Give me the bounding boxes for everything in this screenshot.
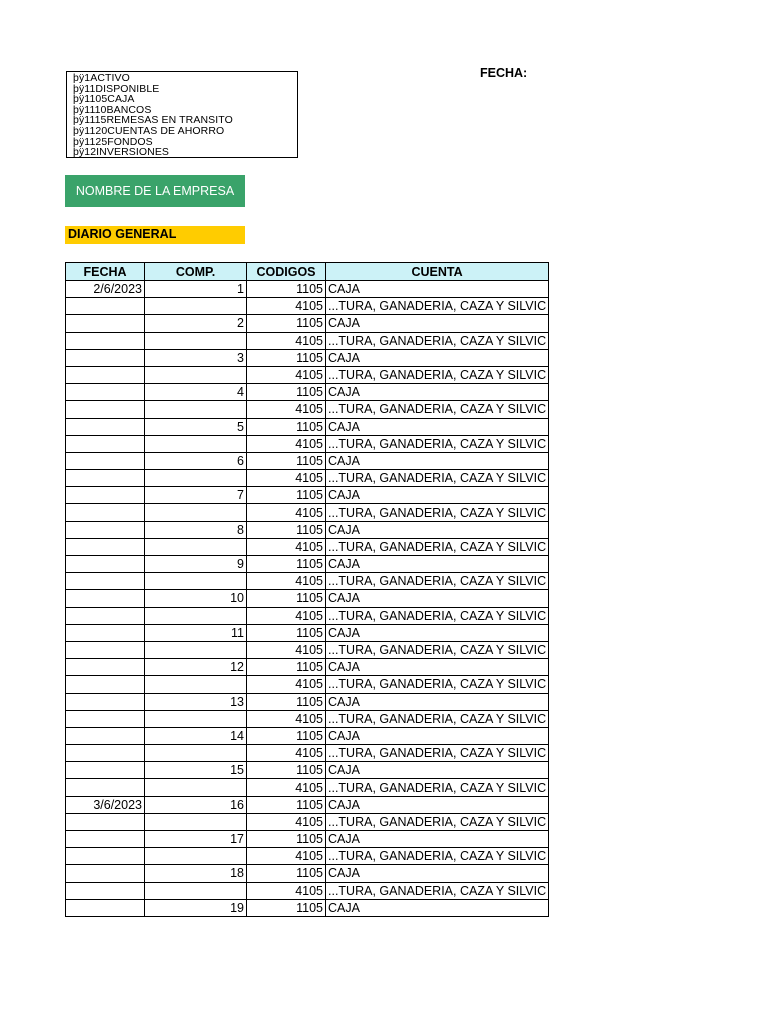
company-name-banner: NOMBRE DE LA EMPRESA <box>65 175 245 207</box>
cell-comp[interactable]: 18 <box>145 865 247 882</box>
cell-cuenta[interactable]: ...TURA, GANADERIA, CAZA Y SILVIC <box>326 573 549 590</box>
cell-cuenta[interactable]: CAJA <box>326 487 549 504</box>
cell-cuenta[interactable]: ...TURA, GANADERIA, CAZA Y SILVIC <box>326 745 549 762</box>
cell-codigo[interactable]: 4105 <box>247 573 326 590</box>
cell-fecha[interactable] <box>66 624 145 641</box>
table-row <box>66 401 549 418</box>
cell-codigo[interactable]: 4105 <box>247 882 326 899</box>
table-row <box>66 607 549 624</box>
cell-comp[interactable] <box>145 470 247 487</box>
cell-cuenta[interactable]: ...TURA, GANADERIA, CAZA Y SILVIC <box>326 504 549 521</box>
cell-comp[interactable]: 15 <box>145 762 247 779</box>
cell-cuenta[interactable]: CAJA <box>326 659 549 676</box>
cell-cuenta[interactable]: ...TURA, GANADERIA, CAZA Y SILVIC <box>326 779 549 796</box>
cell-codigo[interactable]: 4105 <box>247 710 326 727</box>
table-row <box>66 779 549 796</box>
cell-codigo[interactable]: 1105 <box>247 384 326 401</box>
cell-fecha[interactable] <box>66 659 145 676</box>
table-row <box>66 298 549 315</box>
cell-codigo[interactable]: 4105 <box>247 676 326 693</box>
table-row <box>66 796 549 813</box>
table-row <box>66 281 549 298</box>
cell-fecha[interactable] <box>66 745 145 762</box>
account-list-item[interactable]: þÿ1ACTIVO <box>73 72 130 84</box>
account-list-item[interactable]: þÿ1115REMESAS EN TRANSITO <box>73 114 233 127</box>
cell-cuenta[interactable]: CAJA <box>326 556 549 573</box>
table-row <box>66 315 549 332</box>
cell-comp[interactable]: 10 <box>145 590 247 607</box>
table-row <box>66 521 549 538</box>
table-row <box>66 831 549 848</box>
cell-fecha[interactable] <box>66 332 145 349</box>
account-list-item[interactable]: þÿ1125FONDOS <box>73 135 153 148</box>
cell-cuenta[interactable]: ...TURA, GANADERIA, CAZA Y SILVIC <box>326 813 549 830</box>
cell-comp[interactable]: 9 <box>145 556 247 573</box>
cell-comp[interactable]: 19 <box>145 899 247 916</box>
cell-codigo[interactable]: 4105 <box>247 641 326 658</box>
cell-cuenta[interactable]: CAJA <box>326 899 549 916</box>
cell-fecha[interactable]: 3/6/2023 <box>66 796 145 813</box>
table-row <box>66 727 549 744</box>
cell-fecha[interactable] <box>66 676 145 693</box>
cell-comp[interactable] <box>145 882 247 899</box>
column-header-fecha: FECHA <box>66 263 145 281</box>
cell-cuenta[interactable]: ...TURA, GANADERIA, CAZA Y SILVIC <box>326 676 549 693</box>
cell-codigo[interactable]: 1105 <box>247 452 326 469</box>
cell-codigo[interactable]: 1105 <box>247 487 326 504</box>
cell-codigo[interactable]: 1105 <box>247 659 326 676</box>
account-list-item[interactable]: þÿ1120CUENTAS DE AHORRO <box>73 124 225 137</box>
cell-cuenta[interactable]: ...TURA, GANADERIA, CAZA Y SILVIC <box>326 538 549 555</box>
cell-cuenta[interactable]: ...TURA, GANADERIA, CAZA Y SILVIC <box>326 641 549 658</box>
cell-cuenta[interactable]: ...TURA, GANADERIA, CAZA Y SILVIC <box>326 710 549 727</box>
cell-fecha[interactable] <box>66 590 145 607</box>
cell-fecha[interactable] <box>66 693 145 710</box>
table-row <box>66 624 549 641</box>
cell-cuenta[interactable]: CAJA <box>326 865 549 882</box>
table-row <box>66 366 549 383</box>
cell-codigo[interactable]: 1105 <box>247 315 326 332</box>
cell-cuenta[interactable]: ...TURA, GANADERIA, CAZA Y SILVIC <box>326 332 549 349</box>
cell-fecha[interactable] <box>66 384 145 401</box>
cell-cuenta[interactable]: CAJA <box>326 727 549 744</box>
cell-comp[interactable] <box>145 641 247 658</box>
cell-fecha[interactable] <box>66 848 145 865</box>
cell-comp[interactable] <box>145 298 247 315</box>
cell-codigo[interactable]: 1105 <box>247 899 326 916</box>
cell-codigo[interactable]: 4105 <box>247 779 326 796</box>
table-row <box>66 590 549 607</box>
account-list-item[interactable]: þÿ11DISPONIBLE <box>73 82 160 95</box>
cell-fecha[interactable]: 2/6/2023 <box>66 281 145 298</box>
cell-codigo[interactable]: 1105 <box>247 521 326 538</box>
cell-comp[interactable]: 13 <box>145 693 247 710</box>
cell-comp[interactable]: 2 <box>145 315 247 332</box>
cell-fecha[interactable] <box>66 556 145 573</box>
cell-fecha[interactable] <box>66 401 145 418</box>
table-row <box>66 865 549 882</box>
cell-codigo[interactable]: 1105 <box>247 418 326 435</box>
cell-comp[interactable] <box>145 779 247 796</box>
cell-comp[interactable]: 3 <box>145 349 247 366</box>
table-row <box>66 573 549 590</box>
table-row <box>66 435 549 452</box>
table-row <box>66 745 549 762</box>
cell-fecha[interactable] <box>66 298 145 315</box>
cell-comp[interactable] <box>145 504 247 521</box>
cell-fecha[interactable] <box>66 504 145 521</box>
cell-codigo[interactable]: 4105 <box>247 401 326 418</box>
cell-codigo[interactable]: 4105 <box>247 813 326 830</box>
cell-fecha[interactable] <box>66 573 145 590</box>
cell-fecha[interactable] <box>66 521 145 538</box>
table-row <box>66 418 549 435</box>
table-row <box>66 710 549 727</box>
cell-fecha[interactable] <box>66 435 145 452</box>
cell-comp[interactable] <box>145 607 247 624</box>
cell-fecha[interactable] <box>66 470 145 487</box>
table-row <box>66 762 549 779</box>
table-row <box>66 659 549 676</box>
table-row <box>66 899 549 916</box>
cell-comp[interactable]: 11 <box>145 624 247 641</box>
table-row <box>66 504 549 521</box>
cell-codigo[interactable]: 1105 <box>247 349 326 366</box>
table-row <box>66 676 549 693</box>
cell-codigo[interactable]: 1105 <box>247 281 326 298</box>
cell-codigo[interactable]: 4105 <box>247 470 326 487</box>
cell-codigo[interactable]: 4105 <box>247 435 326 452</box>
cell-comp[interactable] <box>145 435 247 452</box>
table-row <box>66 693 549 710</box>
cell-codigo[interactable]: 4105 <box>247 504 326 521</box>
cell-fecha[interactable] <box>66 366 145 383</box>
column-header-comp: COMP. <box>145 263 247 281</box>
cell-comp[interactable]: 1 <box>145 281 247 298</box>
table-row <box>66 848 549 865</box>
journal-title: DIARIO GENERAL <box>65 226 245 244</box>
account-list-box[interactable] <box>66 71 298 158</box>
cell-comp[interactable]: 14 <box>145 727 247 744</box>
cell-fecha[interactable] <box>66 418 145 435</box>
cell-codigo[interactable]: 4105 <box>247 607 326 624</box>
table-row <box>66 641 549 658</box>
cell-cuenta[interactable]: CAJA <box>326 418 549 435</box>
table-row <box>66 349 549 366</box>
cell-fecha[interactable] <box>66 831 145 848</box>
journal-table <box>65 262 549 917</box>
cell-cuenta[interactable]: ...TURA, GANADERIA, CAZA Y SILVIC <box>326 607 549 624</box>
cell-comp[interactable]: 4 <box>145 384 247 401</box>
cell-comp[interactable] <box>145 401 247 418</box>
cell-fecha[interactable] <box>66 538 145 555</box>
cell-fecha[interactable] <box>66 899 145 916</box>
cell-fecha[interactable] <box>66 882 145 899</box>
table-row <box>66 332 549 349</box>
cell-codigo[interactable]: 1105 <box>247 831 326 848</box>
cell-comp[interactable] <box>145 676 247 693</box>
cell-fecha[interactable] <box>66 727 145 744</box>
column-header-cuenta: CUENTA <box>326 263 549 281</box>
cell-comp[interactable] <box>145 813 247 830</box>
cell-cuenta[interactable]: CAJA <box>326 315 549 332</box>
cell-comp[interactable]: 17 <box>145 831 247 848</box>
cell-codigo[interactable]: 1105 <box>247 762 326 779</box>
cell-cuenta[interactable]: ...TURA, GANADERIA, CAZA Y SILVIC <box>326 401 549 418</box>
cell-codigo[interactable]: 1105 <box>247 590 326 607</box>
cell-comp[interactable] <box>145 332 247 349</box>
cell-cuenta[interactable]: ...TURA, GANADERIA, CAZA Y SILVIC <box>326 366 549 383</box>
cell-codigo[interactable]: 4105 <box>247 366 326 383</box>
column-header-codigos: CODIGOS <box>247 263 326 281</box>
cell-codigo[interactable]: 1105 <box>247 727 326 744</box>
cell-cuenta[interactable]: ...TURA, GANADERIA, CAZA Y SILVIC <box>326 298 549 315</box>
cell-fecha[interactable] <box>66 762 145 779</box>
cell-codigo[interactable]: 4105 <box>247 538 326 555</box>
cell-comp[interactable]: 16 <box>145 796 247 813</box>
fecha-label: FECHA: <box>480 66 528 80</box>
cell-fecha[interactable] <box>66 315 145 332</box>
cell-comp[interactable] <box>145 538 247 555</box>
cell-cuenta[interactable]: CAJA <box>326 693 549 710</box>
cell-codigo[interactable]: 1105 <box>247 865 326 882</box>
cell-comp[interactable] <box>145 573 247 590</box>
cell-codigo[interactable]: 4105 <box>247 298 326 315</box>
cell-fecha[interactable] <box>66 607 145 624</box>
cell-comp[interactable]: 5 <box>145 418 247 435</box>
cell-fecha[interactable] <box>66 710 145 727</box>
cell-comp[interactable] <box>145 366 247 383</box>
cell-comp[interactable]: 7 <box>145 487 247 504</box>
cell-codigo[interactable]: 1105 <box>247 693 326 710</box>
cell-fecha[interactable] <box>66 452 145 469</box>
cell-cuenta[interactable]: CAJA <box>326 624 549 641</box>
cell-cuenta[interactable]: CAJA <box>326 349 549 366</box>
table-row <box>66 538 549 555</box>
cell-cuenta[interactable]: CAJA <box>326 521 549 538</box>
account-list-item[interactable]: þÿ1110BANCOS <box>73 103 152 116</box>
cell-cuenta[interactable]: ...TURA, GANADERIA, CAZA Y SILVIC <box>326 435 549 452</box>
cell-comp[interactable]: 12 <box>145 659 247 676</box>
table-row <box>66 556 549 573</box>
cell-cuenta[interactable]: ...TURA, GANADERIA, CAZA Y SILVIC <box>326 882 549 899</box>
cell-comp[interactable] <box>145 710 247 727</box>
cell-codigo[interactable]: 1105 <box>247 624 326 641</box>
cell-cuenta[interactable]: CAJA <box>326 384 549 401</box>
cell-cuenta[interactable]: CAJA <box>326 452 549 469</box>
account-list-item[interactable]: þÿ1105CAJA <box>73 93 135 106</box>
account-list-item[interactable]: þÿ12INVERSIONES <box>73 146 170 158</box>
cell-fecha[interactable] <box>66 641 145 658</box>
cell-cuenta[interactable]: CAJA <box>326 590 549 607</box>
cell-fecha[interactable] <box>66 487 145 504</box>
cell-codigo[interactable]: 1105 <box>247 796 326 813</box>
cell-cuenta[interactable]: CAJA <box>326 762 549 779</box>
cell-comp[interactable] <box>145 745 247 762</box>
cell-cuenta[interactable]: CAJA <box>326 281 549 298</box>
cell-cuenta[interactable]: ...TURA, GANADERIA, CAZA Y SILVIC <box>326 470 549 487</box>
table-row <box>66 384 549 401</box>
cell-comp[interactable]: 6 <box>145 452 247 469</box>
table-row <box>66 452 549 469</box>
cell-cuenta[interactable]: CAJA <box>326 831 549 848</box>
cell-fecha[interactable] <box>66 865 145 882</box>
cell-fecha[interactable] <box>66 813 145 830</box>
table-row <box>66 813 549 830</box>
cell-codigo[interactable]: 4105 <box>247 848 326 865</box>
table-row <box>66 882 549 899</box>
cell-codigo[interactable]: 4105 <box>247 745 326 762</box>
cell-fecha[interactable] <box>66 349 145 366</box>
table-header-row <box>66 263 549 281</box>
cell-codigo[interactable]: 1105 <box>247 556 326 573</box>
table-row <box>66 487 549 504</box>
cell-comp[interactable] <box>145 848 247 865</box>
table-row <box>66 470 549 487</box>
cell-fecha[interactable] <box>66 779 145 796</box>
cell-cuenta[interactable]: ...TURA, GANADERIA, CAZA Y SILVIC <box>326 848 549 865</box>
cell-codigo[interactable]: 4105 <box>247 332 326 349</box>
cell-comp[interactable]: 8 <box>145 521 247 538</box>
cell-cuenta[interactable]: CAJA <box>326 796 549 813</box>
